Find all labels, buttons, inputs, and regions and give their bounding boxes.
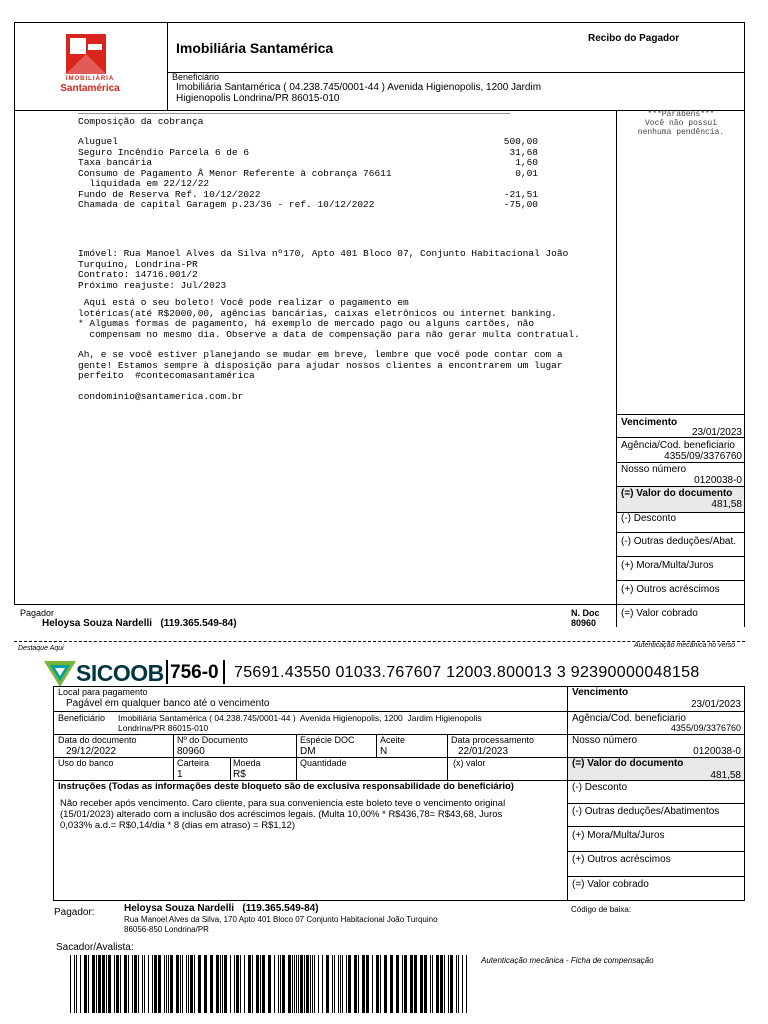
barcode-bar xyxy=(256,955,259,1013)
barcode-bar xyxy=(138,955,139,1013)
barcode-bar xyxy=(210,955,213,1013)
barcode-bar xyxy=(70,955,71,1013)
b-beneficiario-label: Beneficiário xyxy=(58,713,106,723)
charge-item-value: 31,68 xyxy=(509,146,538,158)
charge-items xyxy=(78,136,538,210)
b-nosso-numero-value: 0120038-0 xyxy=(693,746,741,757)
beneficiario-label: Beneficiário xyxy=(172,72,220,82)
barcode-bar xyxy=(170,955,173,1013)
b-valor-doc-label: (=) Valor do documento xyxy=(572,758,684,769)
b-agencia-value: 4355/09/3376760 xyxy=(670,723,741,733)
barcode-bar xyxy=(334,955,335,1013)
charge-item-row xyxy=(78,178,538,189)
barcode-bar xyxy=(362,955,365,1013)
imovel-info xyxy=(78,249,568,291)
barcode-bar xyxy=(240,955,241,1013)
r-pagador-name: Heloysa Souza Nardelli (119.365.549-84) xyxy=(42,618,237,629)
barcode-bar xyxy=(348,955,351,1013)
barcode-bar xyxy=(158,955,161,1013)
b-aceite-value: N xyxy=(380,746,388,757)
barcode-bar xyxy=(288,955,291,1013)
b-agencia-label: Agência/Cod. beneficiario xyxy=(572,713,686,724)
b-carteira-label: Carteira xyxy=(177,758,210,768)
b-quantidade-label: Quantidade xyxy=(300,758,347,768)
charge-item-value: -21,51 xyxy=(503,188,538,200)
barcode-bar xyxy=(166,955,167,1013)
r-ndoc-value: 80960 xyxy=(571,618,597,628)
barcode-bar xyxy=(420,955,423,1013)
charge-item-desc: liquidada em 22/12/22 xyxy=(78,178,210,189)
barcode-bar xyxy=(332,955,333,1013)
charge-item-desc: Seguro Incêndio Parcela 6 de 6 xyxy=(78,146,250,158)
barcode-bar xyxy=(410,955,413,1013)
barcode-bar xyxy=(98,955,101,1013)
barcode-bar xyxy=(120,955,121,1013)
r-outras-deducoes-label: (-) Outras deduções/Abat. xyxy=(621,536,737,547)
b-data-proc-value: 22/01/2023 xyxy=(458,746,509,757)
r-agencia-value: 4355/09/3376760 xyxy=(664,451,742,462)
charge-item-desc: Consumo de Pagamento Å Menor Referente à cobrança 76611 xyxy=(78,167,392,179)
moving-info-line: Ah, e se você estiver planejando se mudar em breve, lembre que você pode contar com a xyxy=(78,349,563,360)
barcode-bar xyxy=(458,955,459,1013)
barcode-bar xyxy=(76,955,77,1013)
r-agencia-label: Agência/Cod. beneficiario xyxy=(621,440,735,451)
barcode-bar xyxy=(390,955,393,1013)
b-autenticacao-ficha: Autenticação mecânica - Ficha de compensação xyxy=(481,956,654,965)
barcode-bar xyxy=(180,955,181,1013)
barcode-bar xyxy=(366,955,369,1013)
barcode-bar xyxy=(88,955,89,1013)
barcode-bar xyxy=(414,955,417,1013)
autenticacao-verso: Autenticação mecânica no verso xyxy=(634,642,736,649)
composicao-title: Composição da cobrança xyxy=(78,116,204,127)
r-nosso-numero-label: Nosso número xyxy=(621,464,687,475)
barcode-bar xyxy=(436,955,439,1013)
barcode-bar xyxy=(402,955,403,1013)
barcode-bar xyxy=(440,955,443,1013)
barcode-bar xyxy=(168,955,169,1013)
barcode-bar xyxy=(296,955,297,1013)
b-carteira-value: 1 xyxy=(177,769,183,780)
barcode-bar xyxy=(252,955,253,1013)
barcode-bar xyxy=(92,955,95,1013)
barcode-bar xyxy=(128,955,129,1013)
barcode-bar xyxy=(188,955,189,1013)
b-num-doc-value: 80960 xyxy=(177,746,205,757)
company-name: Imobiliária Santamérica xyxy=(176,40,334,56)
barcode-bar xyxy=(132,955,133,1013)
b-beneficiario-line1: Imobiliária Santamérica ( 04.238.745/0001-44 ) Avenida Higienopolis, 1200 Jardim Higienopolis xyxy=(118,713,482,723)
r-valor-doc-value: 481,58 xyxy=(711,499,742,510)
b-x-valor-label: (x) valor xyxy=(453,758,486,768)
boleto-info-line: lotéricas(até R$2000,00, agências bancárias, caixas eletrônicos ou internet banking. xyxy=(78,307,557,319)
b-num-doc-label: Nº do Documento xyxy=(177,735,248,745)
barcode-bar xyxy=(396,955,399,1013)
b-data-doc-label: Data do documento xyxy=(58,735,137,745)
barcode-bar xyxy=(310,955,311,1013)
r-valor-doc-label: (=) Valor do documento xyxy=(621,488,733,499)
b-moeda-value: R$ xyxy=(233,769,246,780)
barcode-bar xyxy=(294,955,295,1013)
barcode-bar xyxy=(462,955,463,1013)
imovel-line: Turquino, Londrina-PR xyxy=(78,258,198,270)
b-desconto-label: (-) Desconto xyxy=(572,782,628,793)
barcode-bar xyxy=(448,955,449,1013)
moving-info-line: perfeito #contecomasantamérica xyxy=(78,370,255,381)
charge-item-row xyxy=(78,147,538,158)
barcode-bar xyxy=(380,955,381,1013)
barcode-bar xyxy=(326,955,329,1013)
barcode-bar xyxy=(176,955,179,1013)
barcode-bar xyxy=(342,955,343,1013)
barcode-bar xyxy=(144,955,145,1013)
barcode-bar xyxy=(204,955,207,1013)
charge-item-row xyxy=(78,189,538,200)
bank-logo xyxy=(44,658,164,688)
b-especie-doc-label: Espécie DOC xyxy=(300,735,355,745)
b-valor-cobrado-label: (=) Valor cobrado xyxy=(572,879,649,890)
boleto-info-line: compensam no mesmo dia. Observe a data de compensação para não gerar multa contratual. xyxy=(78,328,580,340)
b-sacador-label: Sacador/Avalista: xyxy=(56,942,134,953)
barcode-bar xyxy=(274,955,275,1013)
barcode-bar xyxy=(244,955,245,1013)
b-pagador-addr2: 86056-850 Londrina/PR xyxy=(124,925,209,934)
barcode-bar xyxy=(194,955,195,1013)
charge-item-desc: Fundo de Reserva Ref. 10/12/2022 xyxy=(78,188,261,200)
charge-item-desc: Taxa bancária xyxy=(78,157,153,168)
bank-logo-text: SICOOB xyxy=(76,660,164,686)
boleto-info-line: * Algumas formas de pagamento, há exemplo de mercado pago ou alguns cartões, não xyxy=(78,318,535,329)
barcode-bar xyxy=(230,955,231,1013)
charge-item-value: 1,60 xyxy=(515,157,538,168)
barcode-bar xyxy=(116,955,119,1013)
barcode-bar xyxy=(340,955,341,1013)
b-local-label: Local para pagamento xyxy=(58,687,148,697)
imovel-line: Imóvel: Rua Manoel Alves da Silva nº170, Apto 401 Bloco 07, Conjunto Habitacional João xyxy=(78,248,569,259)
b-pagador-addr1: Rua Manoel Alves da Silva, 170 Apto 401 Bloco 07 Conjunto Habitacional João Turquino xyxy=(124,915,438,924)
r-desconto-label: (-) Desconto xyxy=(621,513,677,524)
b-aceite-label: Aceite xyxy=(380,735,406,745)
destaque-text: Destaque Aqui xyxy=(18,645,64,652)
linha-digitavel: 75691.43550 01033.767607 12003.800013 3 92390000048158 xyxy=(234,664,700,681)
charge-item-desc: Aluguel xyxy=(78,136,118,147)
barcode-bar xyxy=(96,955,97,1013)
barcode-bar xyxy=(278,955,279,1013)
barcode-bar xyxy=(376,955,379,1013)
parabens-line1: ***Parabéns*** xyxy=(647,110,715,119)
charge-item-row xyxy=(78,199,538,210)
r-valor-cobrado-label: (=) Valor cobrado xyxy=(621,608,698,619)
barcode-bar xyxy=(114,955,115,1013)
r-nosso-numero-value: 0120038-0 xyxy=(694,475,742,486)
barcode-bar xyxy=(292,955,293,1013)
dash-rule: ________________________________________________________________________________ xyxy=(78,106,511,116)
barcode-bar xyxy=(372,955,373,1013)
barcode-bar xyxy=(124,955,127,1013)
receipt-title: Recibo do Pagador xyxy=(588,33,680,44)
barcode-bar xyxy=(190,955,193,1013)
r-outros-acrescimos-label: (+) Outros acréscimos xyxy=(621,584,720,595)
b-local-value: Pagável em qualquer banco até o vencimento xyxy=(66,698,270,709)
logo-text-line2: Santamérica xyxy=(60,83,120,94)
barcode-bar xyxy=(142,955,143,1013)
barcode-bar xyxy=(404,955,407,1013)
b-valor-doc-value: 481,58 xyxy=(710,770,741,781)
barcode-bar xyxy=(134,955,137,1013)
barcode-bar xyxy=(148,955,149,1013)
b-vencimento-label: Vencimento xyxy=(572,687,629,698)
b-especie-doc-value: DM xyxy=(300,746,316,757)
email-text: condominio@santamerica.com.br xyxy=(78,391,244,402)
b-codigo-baixa-label: Código de baixa: xyxy=(571,905,632,914)
b-instrucoes-line3: 0,033% a.d.= R$0,14/dia * 8 (dias em atraso) = R$1,12) xyxy=(60,820,295,831)
b-instrucoes-title: Instruções (Todas as informações deste bloqueto são de exclusiva responsabilidade do beneficiário) xyxy=(58,781,514,792)
barcode-bar xyxy=(102,955,105,1013)
barcode-bar xyxy=(260,955,261,1013)
barcode-bar xyxy=(74,955,75,1013)
b-instrucoes-line1: Não receber após vencimento. Caro cliente, para sua conveniencia este boleto teve o vencimento original xyxy=(60,798,506,809)
beneficiario-line1: Imobiliária Santamérica ( 04.238.745/0001-44 ) Avenida Higienopolis, 1200 Jardim xyxy=(176,82,542,93)
barcode-bar xyxy=(304,955,305,1013)
parabens-line3: nenhuma pendência. xyxy=(637,128,725,137)
b-data-proc-label: Data processamento xyxy=(451,735,535,745)
charge-item-row xyxy=(78,157,538,168)
b-outras-deducoes-label: (-) Outras deduções/Abatimentos xyxy=(572,806,720,817)
barcode-bar xyxy=(318,955,319,1013)
r-vencimento-value: 23/01/2023 xyxy=(691,427,742,438)
charge-item-value: -75,00 xyxy=(503,199,538,210)
barcode-bar xyxy=(456,955,457,1013)
barcode-bar xyxy=(280,955,281,1013)
b-mora-label: (+) Mora/Multa/Juros xyxy=(572,830,665,841)
barcode-bar xyxy=(298,955,299,1013)
boleto-info-line: Aqui está o seu boleto! Você pode realizar o pagamento em xyxy=(78,297,409,308)
barcode-bar xyxy=(322,955,323,1013)
barcode-bar xyxy=(216,955,219,1013)
barcode-bar xyxy=(300,955,303,1013)
barcode-bar xyxy=(84,955,87,1013)
barcode-bar xyxy=(314,955,315,1013)
barcode-bar xyxy=(262,955,265,1013)
barcode-bar xyxy=(152,955,153,1013)
barcode-bar xyxy=(432,955,433,1013)
barcode-bar xyxy=(424,955,427,1013)
barcode-bar xyxy=(306,955,309,1013)
b-data-doc-value: 29/12/2022 xyxy=(66,746,117,757)
company-logo xyxy=(60,34,120,96)
charge-item-value: 500,00 xyxy=(503,136,538,147)
moving-info-line: gente! Estamos sempre à disposição para ajudar nossos clientes a encontrarem um lugar xyxy=(78,359,563,371)
b-moeda-label: Moeda xyxy=(233,758,261,768)
barcode-bar xyxy=(108,955,111,1013)
barcode-bar xyxy=(80,955,81,1013)
barcode-bar xyxy=(154,955,157,1013)
barcode-bar xyxy=(236,955,239,1013)
b-vencimento-value: 23/01/2023 xyxy=(690,699,741,710)
b-uso-banco-label: Uso do banco xyxy=(58,758,114,768)
moving-info xyxy=(78,350,563,382)
barcode-bar xyxy=(186,955,187,1013)
barcode-bar xyxy=(164,955,165,1013)
logo-mark-icon xyxy=(66,34,106,74)
barcode-bar xyxy=(354,955,357,1013)
barcode-bar xyxy=(198,955,201,1013)
barcode-bar xyxy=(220,955,221,1013)
barcode xyxy=(70,955,470,1013)
b-outros-acrescimos-label: (+) Outros acréscimos xyxy=(572,854,671,865)
r-ndoc-label: N. Doc xyxy=(571,608,600,618)
r-mora-label: (+) Mora/Multa/Juros xyxy=(621,560,714,571)
barcode-bar xyxy=(466,955,467,1013)
b-pagador-name: Heloysa Souza Nardelli (119.365.549-84) xyxy=(124,903,319,914)
barcode-bar xyxy=(450,955,453,1013)
barcode-bar xyxy=(182,955,183,1013)
barcode-bar xyxy=(106,955,107,1013)
barcode-bar xyxy=(444,955,445,1013)
b-instrucoes-line2: (15/01/2023) alterado com a inclusão dos acréscimos legais. (Multa 10,00% * R$436,78= R$43,68, Juros xyxy=(60,809,503,820)
logo-text-line1: IMOBILIÁRIA xyxy=(65,76,115,82)
sicoob-mark-icon xyxy=(44,659,76,687)
barcode-bar xyxy=(224,955,227,1013)
charge-item-desc: Chamada de capital Garagem p.23/36 - ref. 10/12/2022 xyxy=(78,199,375,210)
barcode-bar xyxy=(248,955,251,1013)
parabens-line2: Você não possui xyxy=(644,119,717,128)
barcode-bar xyxy=(384,955,387,1013)
imovel-line: Próximo reajuste: Jul/2023 xyxy=(78,279,227,291)
barcode-bar xyxy=(222,955,223,1013)
charge-item-row xyxy=(78,168,538,179)
r-pagador-label: Pagador xyxy=(20,608,55,618)
boleto-info xyxy=(78,298,580,340)
bank-code: 756-0 xyxy=(170,662,219,683)
imovel-line: Contrato: 14716.001/2 xyxy=(78,269,198,280)
r-vencimento-label: Vencimento xyxy=(621,417,678,428)
beneficiario-line2: Higienopolis Londrina/PR 86015-010 xyxy=(176,93,340,104)
barcode-bar xyxy=(338,955,339,1013)
b-pagador-label: Pagador: xyxy=(54,907,95,918)
barcode-bar xyxy=(358,955,359,1013)
barcode-bar xyxy=(282,955,285,1013)
barcode-bar xyxy=(346,955,347,1013)
charge-item-value: 0,01 xyxy=(515,167,538,179)
charge-item-row xyxy=(78,136,538,147)
barcode-bar xyxy=(234,955,235,1013)
b-nosso-numero-label: Nosso número xyxy=(572,735,638,746)
barcode-bar xyxy=(312,955,313,1013)
barcode-bar xyxy=(430,955,431,1013)
barcode-bar xyxy=(268,955,271,1013)
b-beneficiario-line2: Londrina/PR 86015-010 xyxy=(118,723,209,733)
